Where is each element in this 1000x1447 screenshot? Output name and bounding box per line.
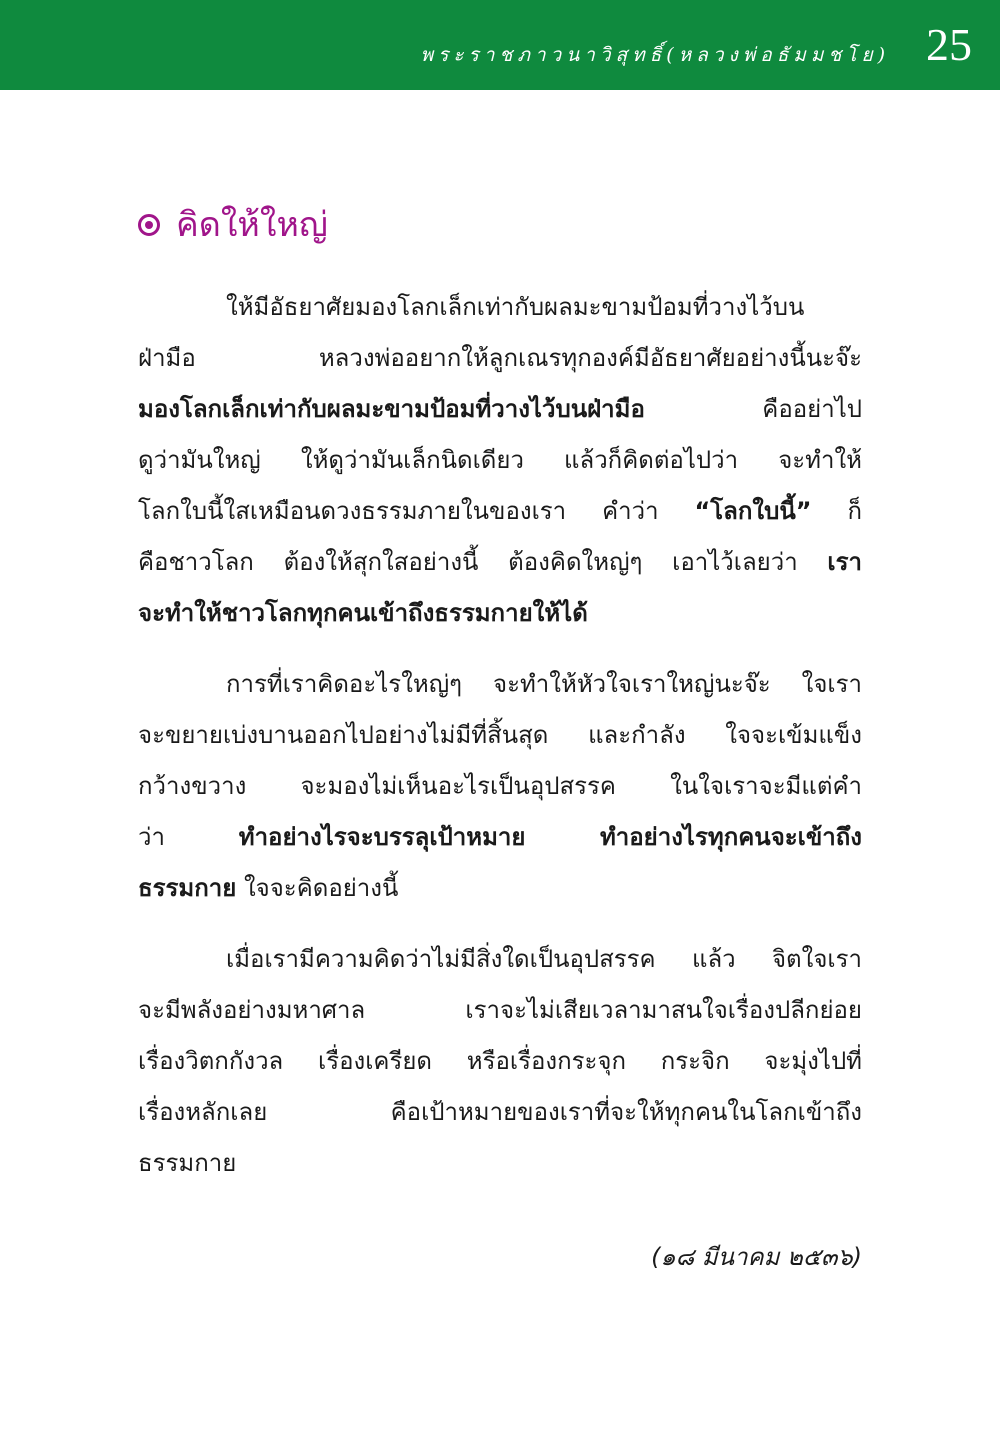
- bold-text: ทำอย่างไรจะบรรลุเป้าหมาย ทำอย่างไรทุกคนจะเข้าถึง: [238, 823, 862, 851]
- header-bar: [0, 0, 1000, 90]
- text-segment: คือชาวโลก ต้องให้สุกใสอย่างนี้ ต้องคิดใหญ่ๆ เอาไว้เลยว่า: [138, 548, 828, 576]
- text-line: [138, 1036, 862, 1087]
- text-line: [138, 282, 862, 333]
- text-segment: ดูว่ามันใหญ่ ให้ดูว่ามันเล็กนิดเดียว แล้วก็คิดต่อไปว่า จะทำให้: [138, 446, 862, 474]
- text-segment: ให้มีอัธยาศัยมองโลกเล็กเท่ากับผลมะขามป้อมที่วางไว้บน: [226, 293, 805, 321]
- text-line: [138, 934, 862, 985]
- paragraph: [138, 934, 862, 1189]
- paragraph: [138, 659, 862, 914]
- page-number: 25: [926, 19, 972, 70]
- text-segment: กว้างขวาง จะมองไม่เห็นอะไรเป็นอุปสรรค ในใจเราจะมีแต่คำ: [138, 772, 862, 800]
- text-line: [138, 588, 862, 639]
- text-segment: โลกใบนี้ใสเหมือนดวงธรรมภายในของเรา คำว่า: [138, 497, 695, 525]
- bold-text: “โลกใบนี้”: [694, 497, 812, 525]
- bold-text: มองโลกเล็กเท่ากับผลมะขามป้อมที่วางไว้บนฝ่ามือ: [138, 395, 645, 423]
- text-line: [138, 710, 862, 761]
- circle-dot-icon: [138, 214, 160, 236]
- body-text: [138, 282, 862, 1209]
- bold-text: เรา: [827, 548, 862, 576]
- text-segment: ธรรมกาย: [138, 1149, 237, 1177]
- running-header-title: พระราชภาวนาวิสุทธิ์(หลวงพ่อธัมมชโย): [420, 44, 890, 66]
- date-note: (๑๘ มีนาคม ๒๕๓๖): [651, 1243, 862, 1271]
- text-segment: จะมีพลังอย่างมหาศาล เราจะไม่เสียเวลามาสนใจเรื่องปลีกย่อย: [138, 996, 862, 1024]
- text-line: [138, 812, 862, 863]
- text-line: [138, 1138, 862, 1189]
- section-heading-text: คิดให้ใหญ่: [176, 205, 328, 245]
- text-segment: เรื่องหลักเลย คือเป้าหมายของเราที่จะให้ทุกคนในโลกเข้าถึง: [138, 1098, 862, 1126]
- text-line: [138, 985, 862, 1036]
- text-segment: เมื่อเรามีความคิดว่าไม่มีสิ่งใดเป็นอุปสรรค แล้ว จิตใจเรา: [226, 945, 862, 973]
- text-segment: จะขยายเบ่งบานออกไปอย่างไม่มีที่สิ้นสุด และกำลัง ใจจะเข้มแข็ง: [138, 721, 862, 749]
- text-segment: ฝ่ามือ หลวงพ่ออยากให้ลูกเณรทุกองค์มีอัธยาศัยอย่างนี้นะจ๊ะ: [138, 344, 862, 372]
- text-line: [138, 1087, 862, 1138]
- text-line: [138, 333, 862, 384]
- text-line: [138, 435, 862, 486]
- section-heading: [138, 205, 328, 246]
- text-line: [138, 537, 862, 588]
- text-line: [138, 384, 862, 435]
- text-line: [138, 659, 862, 710]
- text-segment: ก็: [811, 497, 862, 525]
- text-line: [138, 863, 862, 914]
- bold-text: จะทำให้ชาวโลกทุกคนเข้าถึงธรรมกายให้ได้: [138, 599, 588, 627]
- text-segment: ว่า: [138, 823, 239, 851]
- text-segment: คืออย่าไป: [644, 395, 862, 423]
- text-line: [138, 761, 862, 812]
- text-segment: ใจจะคิดอย่างนี้: [236, 874, 399, 902]
- text-line: [138, 486, 862, 537]
- text-segment: การที่เราคิดอะไรใหญ่ๆ จะทำให้หัวใจเราใหญ่นะจ๊ะ ใจเรา: [226, 670, 862, 698]
- bold-text: ธรรมกาย: [138, 874, 237, 902]
- paragraph: [138, 282, 862, 639]
- text-segment: เรื่องวิตกกังวล เรื่องเครียด หรือเรื่องกระจุก กระจิก จะมุ่งไปที่: [138, 1047, 862, 1075]
